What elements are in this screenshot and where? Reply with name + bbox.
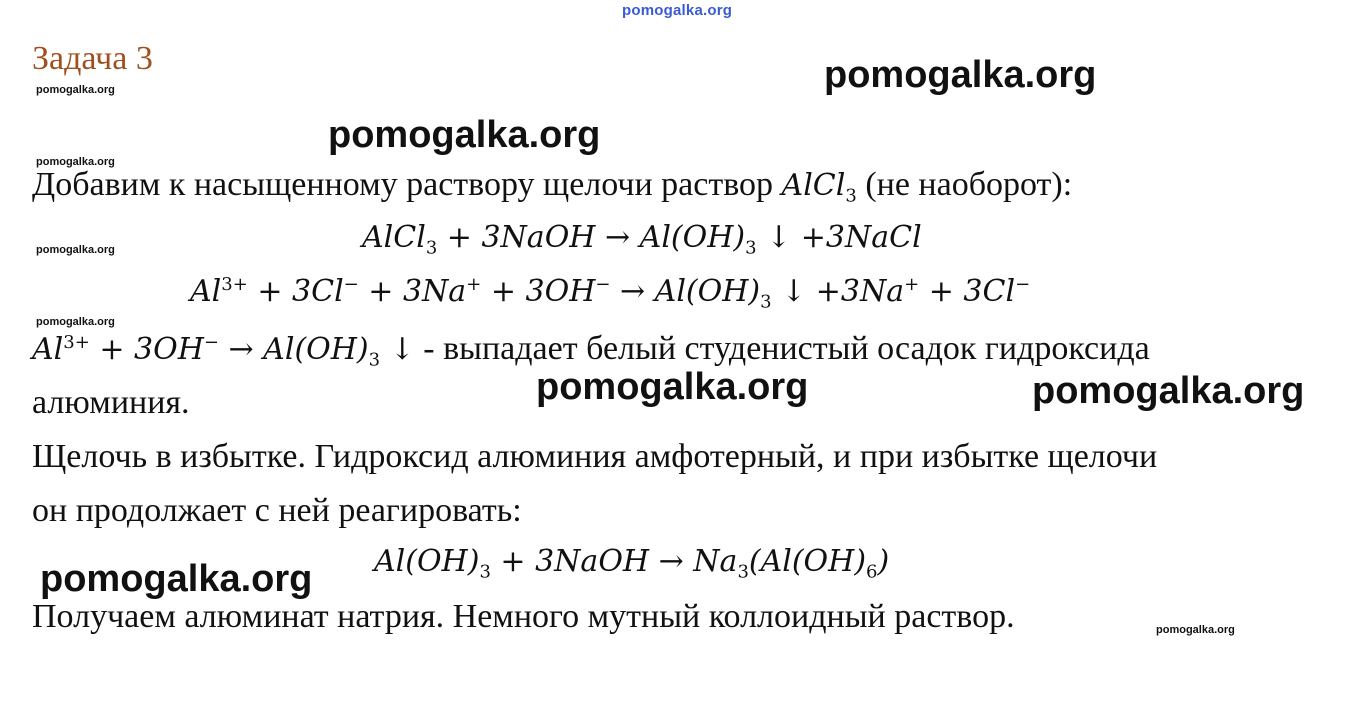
text-fragment: Добавим к насыщенному раствору щелочи раствор xyxy=(32,166,782,203)
equation-3: $Al^{3+} + 3OH^- \to Al(OH)_3$ ↓ xyxy=(32,332,415,371)
equation-4: $Al(OH)_3$ + 3NaOH → $Na_3(Al(OH)_6)$ xyxy=(374,544,890,583)
watermark-small: pomogalka.org xyxy=(1156,624,1235,636)
formula-alcl3: AlCl$_3$ xyxy=(781,168,857,207)
text-line-6: Щелочь в избытке. Гидроксид алюминия амфотерный, и при избытке щелочи xyxy=(32,438,1158,475)
watermark-big: pomogalka.org xyxy=(328,114,601,156)
text-line-1 xyxy=(32,166,1072,206)
equation-1: AlCl$_3$ + 3NaOH → $Al(OH)_3$ ↓ +3NaCl xyxy=(362,220,922,259)
text-fragment: - выпадает белый студенистый осадок гидроксида xyxy=(414,330,1150,367)
text-line-5: алюминия. xyxy=(32,384,190,421)
text-fragment: (не наоборот): xyxy=(856,166,1073,203)
watermark-big: pomogalka.org xyxy=(1032,370,1305,412)
text-line-7: он продолжает с ней реагировать: xyxy=(32,492,522,529)
text-line-9: Получаем алюминат натрия. Немного мутный коллоидный раствор. xyxy=(32,598,1015,635)
watermark-small: pomogalka.org xyxy=(36,244,115,256)
watermark-small: pomogalka.org xyxy=(36,84,115,96)
watermark-small: pomogalka.org xyxy=(36,316,115,328)
equation-2: $Al^{3+} + 3Cl^- + 3Na^+ + 3OH^- \to Al(OH)_3$ ↓ +3Na+ + 3Cl− xyxy=(190,274,1031,313)
watermark-big: pomogalka.org xyxy=(536,366,809,408)
watermark-big: pomogalka.org xyxy=(40,558,313,600)
watermark-top: pomogalka.org xyxy=(622,2,733,19)
watermark-big: pomogalka.org xyxy=(824,54,1097,96)
text-line-4 xyxy=(32,330,1150,370)
page-title: Задача 3 xyxy=(32,40,153,77)
watermark-small: pomogalka.org xyxy=(36,156,115,168)
